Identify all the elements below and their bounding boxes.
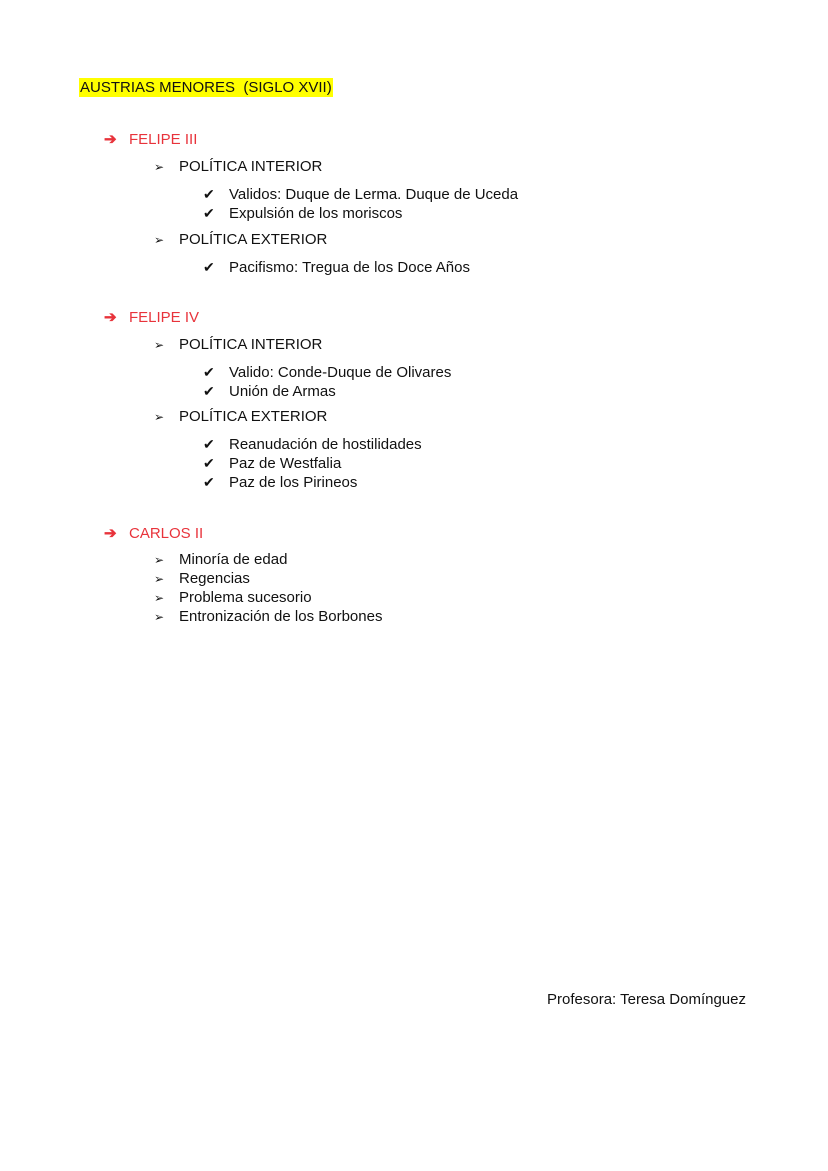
arrowhead-bullet-icon: ➢	[154, 233, 165, 247]
list-item	[203, 185, 518, 204]
item-text: Pacifismo: Tregua de los Doce Años	[229, 259, 470, 276]
checkmark-icon: ✔	[203, 436, 215, 452]
checkmark-icon: ✔	[203, 205, 215, 221]
document-title: AUSTRIAS MENORES (SIGLO XVII)	[80, 79, 332, 96]
arrowhead-bullet-icon: ➢	[154, 610, 165, 624]
section-heading-felipe-iv	[104, 309, 199, 327]
group-label: POLÍTICA INTERIOR	[179, 158, 323, 175]
author-footer: Profesora: Teresa Domínguez	[547, 991, 746, 1008]
list-item	[154, 336, 322, 354]
list-item	[203, 473, 357, 492]
group-label: POLÍTICA EXTERIOR	[179, 231, 328, 248]
king-name: FELIPE III	[129, 131, 198, 148]
list-item	[154, 589, 312, 607]
arrow-right-icon: ➔	[104, 525, 117, 542]
king-name: CARLOS II	[129, 525, 204, 542]
list-item	[154, 608, 382, 626]
list-item	[154, 158, 322, 176]
list-item	[203, 258, 470, 277]
list-item	[203, 382, 336, 401]
checkmark-icon: ✔	[203, 383, 215, 399]
section-heading-carlos-ii	[104, 525, 203, 543]
item-text: Valido: Conde-Duque de Olivares	[229, 364, 452, 381]
list-item	[203, 454, 341, 473]
list-item	[203, 435, 422, 454]
checkmark-icon: ✔	[203, 474, 215, 490]
checkmark-icon: ✔	[203, 259, 215, 275]
section-heading-felipe-iii	[104, 131, 197, 149]
list-item	[154, 231, 327, 249]
item-text: Paz de los Pirineos	[229, 474, 358, 491]
item-text: Paz de Westfalia	[229, 455, 342, 472]
list-item	[154, 570, 250, 588]
item-text: Regencias	[179, 570, 250, 587]
group-label: POLÍTICA EXTERIOR	[179, 408, 328, 425]
checkmark-icon: ✔	[203, 186, 215, 202]
arrowhead-bullet-icon: ➢	[154, 338, 165, 352]
list-item	[203, 363, 451, 382]
arrowhead-bullet-icon: ➢	[154, 591, 165, 605]
item-text: Validos: Duque de Lerma. Duque de Uceda	[229, 186, 519, 203]
king-name: FELIPE IV	[129, 309, 200, 326]
item-text: Reanudación de hostilidades	[229, 436, 422, 453]
checkmark-icon: ✔	[203, 455, 215, 471]
item-text: Unión de Armas	[229, 383, 336, 400]
list-item	[154, 551, 287, 569]
arrowhead-bullet-icon: ➢	[154, 410, 165, 424]
arrowhead-bullet-icon: ➢	[154, 553, 165, 567]
checkmark-icon: ✔	[203, 364, 215, 380]
arrowhead-bullet-icon: ➢	[154, 160, 165, 174]
item-text: Minoría de edad	[179, 551, 288, 568]
arrow-right-icon: ➔	[104, 131, 117, 148]
item-text: Expulsión de los moriscos	[229, 205, 403, 222]
item-text: Problema sucesorio	[179, 589, 312, 606]
list-item	[154, 408, 327, 426]
list-item	[203, 204, 402, 223]
group-label: POLÍTICA INTERIOR	[179, 336, 323, 353]
item-text: Entronización de los Borbones	[179, 608, 383, 625]
arrow-right-icon: ➔	[104, 309, 117, 326]
arrowhead-bullet-icon: ➢	[154, 572, 165, 586]
